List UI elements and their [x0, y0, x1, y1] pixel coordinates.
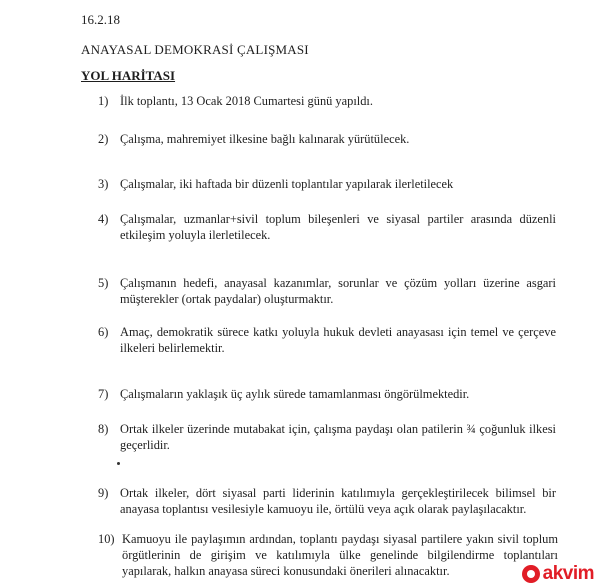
list-item-text: İlk toplantı, 13 Ocak 2018 Cumartesi günü yapıldı.: [120, 94, 373, 108]
document-date: 16.2.18: [81, 12, 120, 27]
list-item-text: Çalışma, mahremiyet ilkesine bağlı kalınarak yürütülecek.: [120, 132, 410, 146]
list-item: [98, 93, 538, 109]
list-item-text: Çalışmaların yaklaşık üç aylık sürede tamamlanması öngörülmektedir.: [120, 387, 470, 401]
list-item-text: yapılarak, halkın anayasa süreci konusundaki önerileri alınacaktır.: [122, 564, 450, 578]
list-item: [98, 485, 556, 517]
list-item-text: etkileşim yoluyla ilerletilecek.: [120, 228, 271, 242]
list-item: [98, 131, 538, 147]
list-item-text: müşterekler (ortak paydalar) oluşturmaktır.: [120, 292, 334, 306]
list-item: [98, 176, 538, 192]
list-item: [98, 275, 556, 307]
list-item-number: 5): [98, 276, 109, 290]
akvim-logo-icon: [522, 565, 540, 583]
list-item: [98, 421, 556, 453]
list-item-text: Çalışmalar, uzmanlar+sivil toplum bileşenleri ve siyasal partiler arasında düzenli: [120, 212, 556, 226]
list-item-number: 3): [98, 177, 109, 191]
list-item-text: anayasa toplantısı vesilesiyle kamuoyu ile, örtülü veya açık olarak paylaşılacaktır.: [120, 502, 527, 516]
list-item-text: Çalışmanın hedefi, anayasal kazanımlar, sorunlar ve çözüm yolları üzerine asgari: [120, 276, 556, 290]
list-item-text: Çalışmalar, iki haftada bir düzenli toplantılar yapılarak ilerletilecek: [120, 177, 454, 191]
list-item-text: geçerlidir.: [120, 438, 170, 452]
list-item-number: 10): [98, 532, 115, 546]
list-item: [98, 531, 558, 579]
list-item-text: Ortak ilkeler üzerinde mutabakat için, çalışma paydaşı olan patilerin ¾ çoğunluk ilkesi: [120, 422, 556, 436]
akvim-logo: [522, 564, 594, 584]
list-item-number: 7): [98, 387, 109, 401]
stray-mark: [117, 462, 120, 465]
list-item-number: 1): [98, 94, 109, 108]
document-title: ANAYASAL DEMOKRASİ ÇALIŞMASI: [81, 42, 309, 57]
document-subtitle: YOL HARİTASI: [81, 68, 176, 83]
list-item-number: 9): [98, 486, 109, 500]
list-item-text: Kamuoyu ile paylaşımın ardından, toplantı paydaşı siyasal partilere yakın sivil toplum: [122, 532, 558, 546]
list-item-text: örgütlerinin de girişim ve katılımıyla ülke genelinde bilgilendirme toplantıları: [122, 548, 558, 562]
list-item-number: 8): [98, 422, 109, 436]
list-item-text: ilkeleri belirlemektir.: [120, 341, 225, 355]
akvim-logo-text: akvim: [542, 563, 594, 584]
list-item-text: Ortak ilkeler, dört siyasal parti liderinin katılımıyla gerçekleştirilecek bilimsel bir: [120, 486, 556, 500]
list-item-text: Amaç, demokratik sürece katkı yoluyla hukuk devleti anayasası için temel ve çerçeve: [120, 325, 556, 339]
list-item: [98, 211, 556, 243]
list-item-number: 4): [98, 212, 109, 226]
list-item-number: 6): [98, 325, 109, 339]
list-item: [98, 324, 556, 356]
list-item: [98, 386, 538, 402]
list-item-number: 2): [98, 132, 109, 146]
